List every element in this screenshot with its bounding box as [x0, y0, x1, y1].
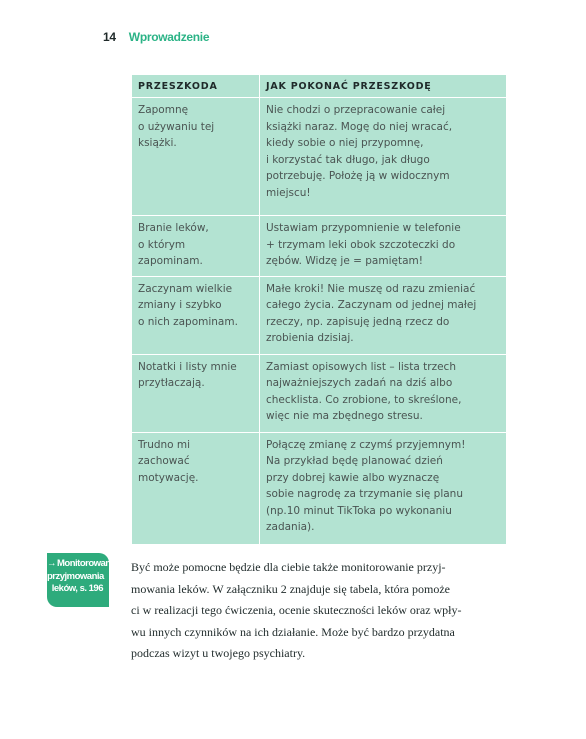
- obstacle-cell: Trudno mi zachować motywację.: [132, 432, 260, 544]
- column-header-obstacle: PRZESZKODA: [132, 75, 260, 98]
- obstacle-cell: Notatki i listy mnie przytłaczają.: [132, 354, 260, 432]
- solution-cell: Zamiast opisowych list – lista trzech najważniejszych zadań na dziś albo checklista. Co zrobione, to skreślone, więc nie ma zbędnego stresu.: [260, 354, 507, 432]
- table-row: [132, 432, 507, 544]
- obstacle-cell: Branie leków, o którym zapominam.: [132, 216, 260, 277]
- obstacle-cell: Zapomnę o używaniu tej książki.: [132, 98, 260, 216]
- solution-cell: Ustawiam przypomnienie w telefonie + trzymam leki obok szczoteczki do zębów. Widzę je = pamiętam!: [260, 216, 507, 277]
- solution-cell: Małe kroki! Nie muszę od razu zmieniać całego życia. Zaczynam od jednej małej rzeczy, np. zapisuję jedną rzecz do zrobienia dzisiaj.: [260, 276, 507, 354]
- page-number: 14: [103, 30, 116, 44]
- solution-cell: Nie chodzi o przepracowanie całej książki naraz. Mogę do niej wracać, kiedy sobie o niej przypomnę, i korzystać tak długo, jak długo potrzebuję. Położę ją w widocznym miejscu!: [260, 98, 507, 216]
- section-title: Wprowadzenie: [128, 30, 210, 44]
- obstacles-table: [131, 74, 507, 545]
- arrow-right-icon: →: [47, 558, 56, 569]
- table-row: [132, 98, 507, 216]
- table-row: [132, 276, 507, 354]
- cross-reference-text: Monitorowanie przyjmowania leków, s. 196: [47, 558, 118, 594]
- table-row: [132, 354, 507, 432]
- column-header-solution: JAK POKONAĆ PRZESZKODĘ: [260, 75, 507, 98]
- running-header: [103, 30, 209, 44]
- solution-cell: Połączę zmianę z czymś przyjemnym! Na przykład będę planować dzień przy dobrej kawie albo wyznaczę sobie nagrodę za trzymanie się planu (np.10 minut TikToka po wykonaniu zadania).: [260, 432, 507, 544]
- body-paragraph: Być może pomocne będzie dla ciebie także monitorowanie przyj- mowania leków. W załączniku 2 znajduje się tabela, która pomoże ci w realizacji tego ćwiczenia, ocenie skuteczności leków oraz wpły- wu innych czynników na ich działanie. Może być bardzo przydatna podczas wizyt u twojego psychiatry.: [131, 560, 462, 660]
- obstacle-cell: Zaczynam wielkie zmiany i szybko o nich zapominam.: [132, 276, 260, 354]
- cross-reference-note[interactable]: [47, 553, 118, 607]
- table-header-row: [132, 75, 507, 98]
- table-row: [132, 216, 507, 277]
